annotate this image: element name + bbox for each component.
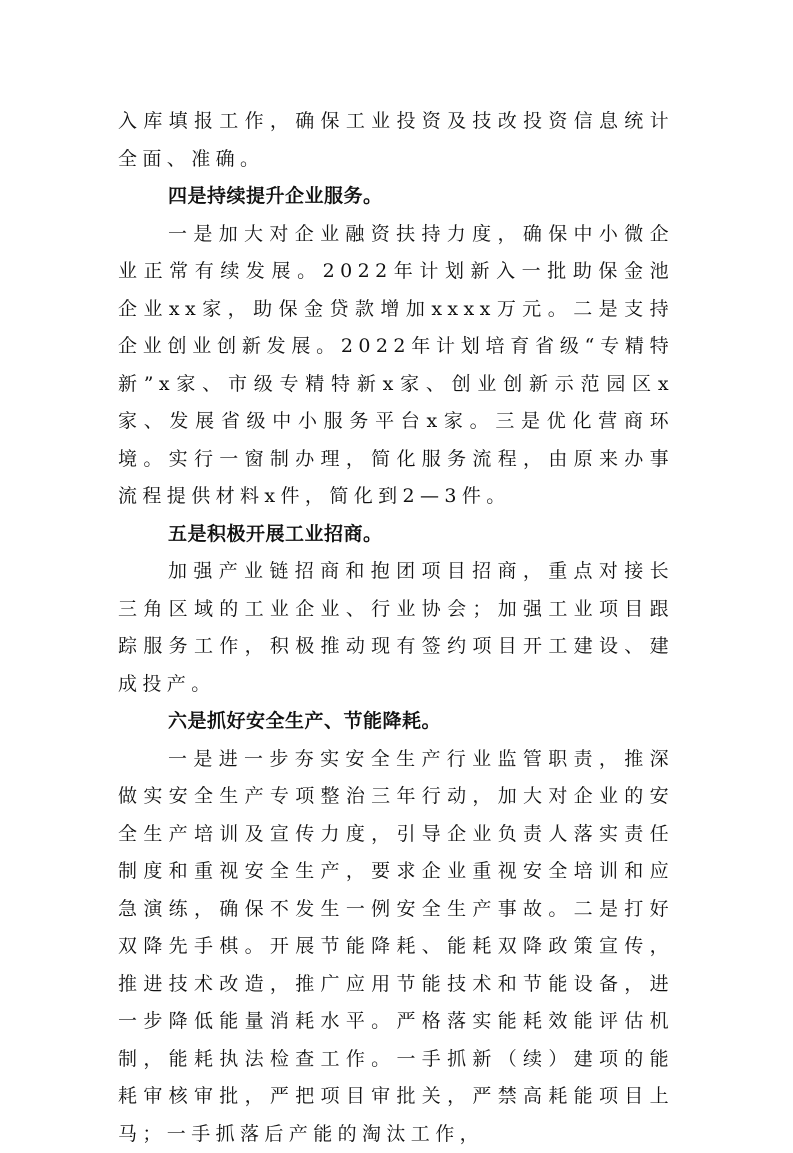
section-heading-4: 四是持续提升企业服务。 <box>118 178 674 216</box>
section-heading-6: 六是抓好安全生产、节能降耗。 <box>118 703 674 741</box>
section-heading-5: 五是积极开展工业招商。 <box>118 516 674 554</box>
paragraph-industrial-investment: 加强产业链招商和抱团项目招商，重点对接长三角区域的工业企业、行业协会；加强工业项目跟踪服务工作，积极推动现有签约项目开工建设、建成投产。 <box>118 553 674 703</box>
paragraph-safety-energy: 一是进一步夯实安全生产行业监管职责，推深做实安全生产专项整治三年行动，加大对企业的安全生产培训及宣传力度，引导企业负责人落实责任制度和重视安全生产，要求企业重视安全培训和应急演练，确保不发生一例安全生产事故。二是打好双降先手棋。开展节能降耗、能耗双降政策宣传，推进技术改造，推广应用节能技术和节能设备，进一步降低能量消耗水平。严格落实能耗效能评估机制，能耗执法检查工作。一手抓新（续）建项的能耗审核审批，严把项目审批关，严禁高耗能项目上马；一手抓落后产能的淘汰工作， <box>118 741 674 1153</box>
paragraph-enterprise-service: 一是加大对企业融资扶持力度，确保中小微企业正常有续发展。2022年计划新入一批助保金池企业xx家，助保金贷款增加xxxx万元。二是支持企业创业创新发展。2022年计划培育省级“专精特新”x家、市级专精特新x家、创业创新示范园区x家、发展省级中小服务平台x家。三是优化营商环境。实行一窗制办理，简化服务流程，由原来办事流程提供材料x件，简化到2—3件。 <box>118 216 674 516</box>
document-page <box>118 103 674 1153</box>
paragraph-continuation: 入库填报工作，确保工业投资及技改投资信息统计全面、准确。 <box>118 103 674 178</box>
